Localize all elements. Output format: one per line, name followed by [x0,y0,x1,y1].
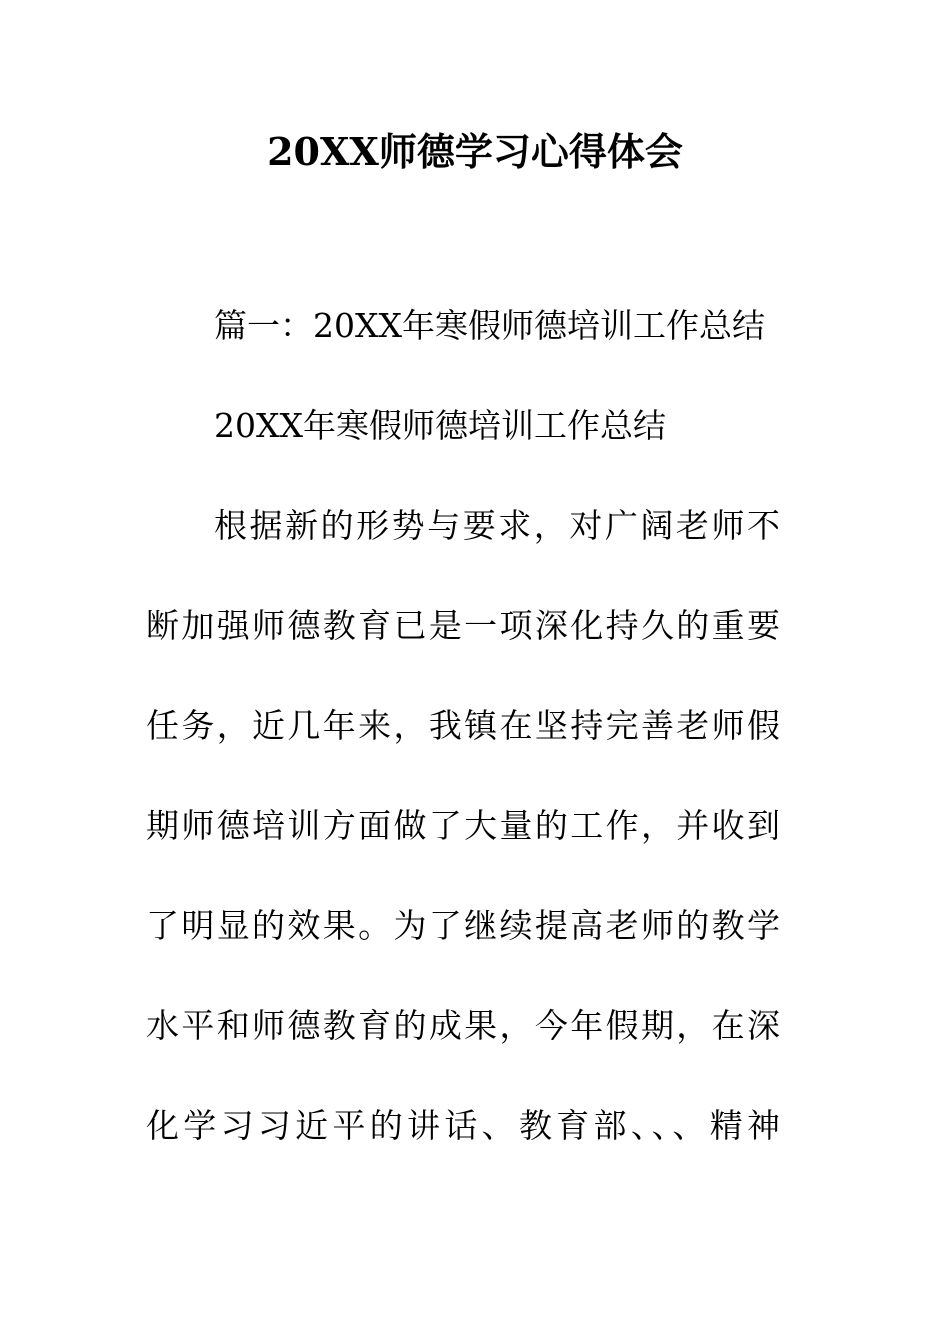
paragraph-line: 根据新的形势与要求，对广阔老师不 [214,506,780,545]
paragraph-line: 化学习习近平的讲话、教育部、、、精神 [146,1106,780,1145]
paragraph-line: 了明显的效果。为了继续提高老师的教学 [146,906,780,945]
subheading: 20XX年寒假师德培训工作总结 [214,406,666,445]
paragraph-line: 水平和师德教育的成果，今年假期，在深 [146,1006,780,1045]
paragraph-line: 断加强师德教育已是一项深化持久的重要 [146,606,780,645]
document-title: 20XX师德学习心得体会 [267,129,683,174]
paragraph-line: 期师德培训方面做了大量的工作，并收到 [146,806,780,845]
paragraph-line: 任务，近几年来，我镇在坚持完善老师假 [146,706,780,745]
section-heading: 篇一：20XX年寒假师德培训工作总结 [214,306,765,345]
